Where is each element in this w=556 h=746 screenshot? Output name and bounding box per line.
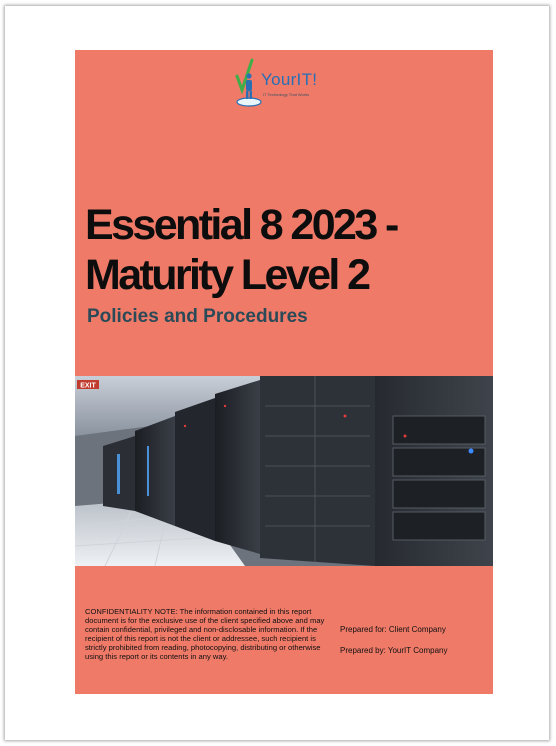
title-line-1: Essential 8 2023 - bbox=[85, 201, 397, 249]
title-line-2: Maturity Level 2 bbox=[85, 251, 369, 299]
logo-wordmark: YourIT! bbox=[261, 70, 318, 89]
exit-sign: EXIT bbox=[80, 382, 96, 390]
company-logo bbox=[233, 54, 343, 110]
prepared-by: Prepared by: YourIT Company bbox=[340, 646, 448, 655]
prepared-for: Prepared for: Client Company bbox=[340, 625, 446, 634]
logo-tagline: IT Technology That Works bbox=[263, 92, 310, 97]
confidentiality-note: CONFIDENTIALITY NOTE: The information contained in this report document is for the exclusive use of the client specified above and may contain confidential, privileged and non-disclosable information. If the recipient of this report is not the client or addressee, such recipient is strictly prohibited from reading, photocopying, distributing or otherwise using this report or its contents in any way. bbox=[85, 607, 325, 661]
document-subtitle: Policies and Procedures bbox=[87, 306, 308, 327]
datacenter-photo bbox=[75, 376, 493, 566]
document-page bbox=[5, 6, 549, 740]
cover-panel bbox=[75, 50, 493, 694]
document-title bbox=[85, 200, 485, 300]
